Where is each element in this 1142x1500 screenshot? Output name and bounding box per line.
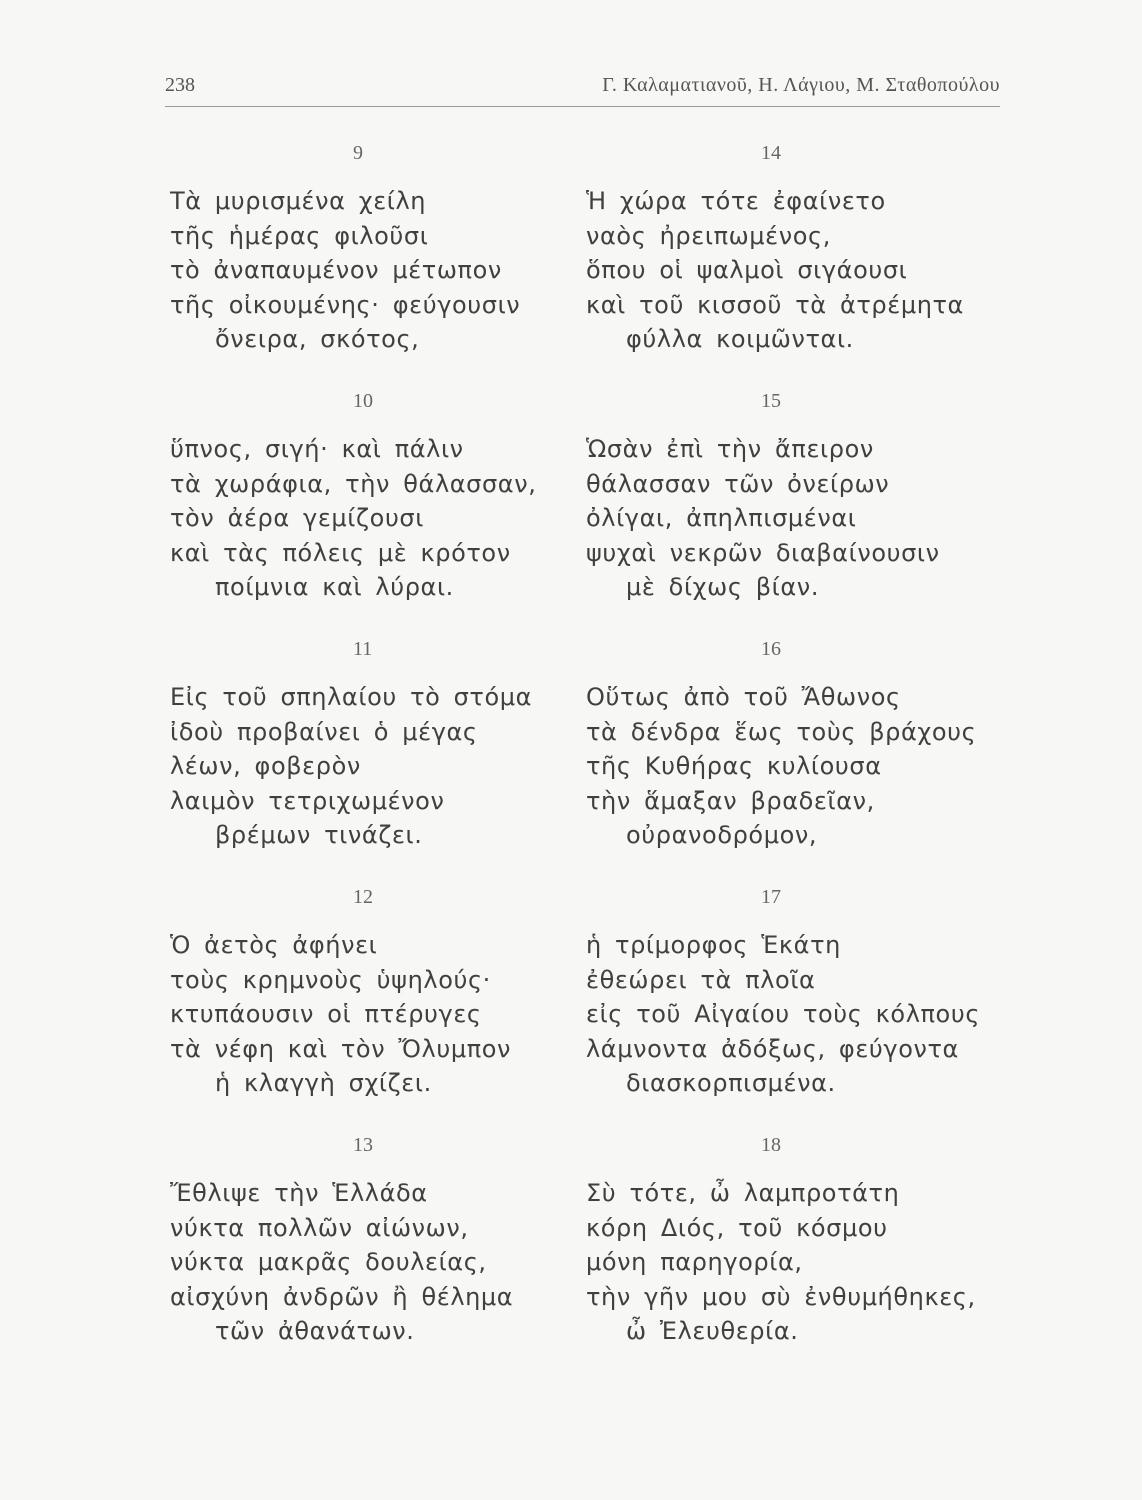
verse-line: Οὕτως ἀπὸ τοῦ Ἄθωνος xyxy=(586,683,901,711)
verse-line: ναὸς ἠρειπωμένος, xyxy=(586,221,831,250)
stanza-10 xyxy=(170,388,560,636)
verse-line: ποίμνια καὶ λύραι. xyxy=(215,573,454,601)
left-column xyxy=(170,140,560,1380)
verse-line: λαιμὸν τετριχωμένον xyxy=(170,786,445,815)
verse-line: λάμνοντα ἀδόξως, φεύγοντα xyxy=(586,1034,959,1063)
verse-line: ὅπου οἱ ψαλμοὶ σιγάουσι xyxy=(586,256,908,284)
stanza-number: 13 xyxy=(353,1134,373,1156)
header-rule xyxy=(165,106,1000,107)
verse-line: Ὡσὰν ἐπὶ τὴν ἄπειρον xyxy=(586,435,874,463)
verse-line: ἡ τρίμορφος Ἑκάτη xyxy=(586,931,841,959)
verse-line: Ἔθλιψε τὴν Ἑλλάδα xyxy=(170,1179,428,1207)
verse-line: φύλλα κοιμῶνται. xyxy=(626,325,854,353)
verse-line: Τὰ μυρισμένα χείλη xyxy=(170,187,427,215)
verse-line: κτυπάουσιν οἱ πτέρυγες xyxy=(170,1000,482,1028)
verse-line: καὶ τὰς πόλεις μὲ κρότον xyxy=(170,538,511,567)
stanza-number: 17 xyxy=(761,886,781,908)
verse-line: ἐθεώρει τὰ πλοῖα xyxy=(586,965,816,994)
verse-line: ὄνειρα, σκότος, xyxy=(215,325,420,353)
verse-line: αἰσχύνη ἀνδρῶν ἢ θέλημα xyxy=(170,1282,514,1311)
verse-line: Σὺ τότε, ὦ λαμπροτάτη xyxy=(586,1179,900,1207)
verse-line: κόρη Διός, τοῦ κόσμου xyxy=(586,1213,888,1242)
verse-line: Εἰς τοῦ σπηλαίου τὸ στόμα xyxy=(170,683,533,711)
verse-line: τὰ νέφη καὶ τὸν Ὄλυμπον xyxy=(170,1034,512,1063)
verse-line: καὶ τοῦ κισσοῦ τὰ ἀτρέμητα xyxy=(586,290,964,319)
stanza-18 xyxy=(586,1132,1006,1380)
stanza-number: 18 xyxy=(761,1134,781,1156)
verse-line: εἰς τοῦ Αἰγαίου τοὺς κόλπους xyxy=(586,1000,981,1028)
stanza-14 xyxy=(586,140,1006,388)
running-head: Γ. Καλαματιανοῦ, Η. Λάγιου, Μ. Σταθοπούλου xyxy=(602,74,1000,96)
verse-line: τὸν ἀέρα γεμίζουσι xyxy=(170,504,424,532)
verse-line: τὸ ἀναπαυμένον μέτωπον xyxy=(170,256,502,284)
verse-line: λέων, φοβερὸν xyxy=(170,752,361,780)
verse-line: τὴν γῆν μου σὺ ἐνθυμήθηκες, xyxy=(586,1282,976,1311)
stanza-number: 16 xyxy=(761,638,781,660)
stanza-12 xyxy=(170,884,560,1132)
verse-line: ὕπνος, σιγή· καὶ πάλιν xyxy=(170,435,464,463)
stanza-16 xyxy=(586,636,1006,884)
stanza-11 xyxy=(170,636,560,884)
stanza-9 xyxy=(170,140,560,388)
verse-line: τὰ δένδρα ἕως τοὺς βράχους xyxy=(586,717,977,746)
verse-line: μόνη παρηγορία, xyxy=(586,1248,803,1276)
stanza-number: 15 xyxy=(761,390,781,412)
verse-line: τῆς Κυθήρας κυλίουσα xyxy=(586,752,882,780)
page-header xyxy=(165,74,1000,102)
stanza-number: 14 xyxy=(761,142,781,164)
verse-line: νύκτα πολλῶν αἰώνων, xyxy=(170,1213,469,1242)
stanza-15 xyxy=(586,388,1006,636)
verse-line: νύκτα μακρᾶς δουλείας, xyxy=(170,1248,487,1276)
stanza-number: 10 xyxy=(353,390,373,412)
verse-line: Ὁ ἀετὸς ἀφήνει xyxy=(170,931,378,959)
stanza-number: 11 xyxy=(353,638,373,660)
stanza-number: 12 xyxy=(353,886,373,908)
verse-line: βρέμων τινάζει. xyxy=(215,821,423,849)
verse-line: διασκορπισμένα. xyxy=(626,1069,836,1097)
verse-line: τοὺς κρημνοὺς ὑψηλούς· xyxy=(170,965,491,994)
stanza-number: 9 xyxy=(353,142,363,164)
verse-line: Ἡ χώρα τότε ἐφαίνετο xyxy=(586,187,886,215)
page-number: 238 xyxy=(165,74,195,96)
verse-line: θάλασσαν τῶν ὀνείρων xyxy=(586,469,890,498)
stanza-17 xyxy=(586,884,1006,1132)
verse-line: τὴν ἅμαξαν βραδεῖαν, xyxy=(586,786,875,815)
right-column xyxy=(586,140,1006,1380)
verse-line: τῆς οἰκουμένης· φεύγουσιν xyxy=(170,290,521,319)
verse-line: τὰ χωράφια, τὴν θάλασσαν, xyxy=(170,469,537,498)
verse-line: οὐρανοδρόμον, xyxy=(626,821,818,849)
verse-line: τῆς ἡμέρας φιλοῦσι xyxy=(170,221,429,250)
verse-line: ἰδοὺ προβαίνει ὁ μέγας xyxy=(170,717,478,746)
verse-line: ὦ Ἐλευθερία. xyxy=(626,1317,799,1345)
verse-line: ψυχαὶ νεκρῶν διαβαίνουσιν xyxy=(586,538,940,567)
verse-line: ἡ κλαγγὴ σχίζει. xyxy=(215,1069,432,1097)
verse-line: τῶν ἀθανάτων. xyxy=(215,1317,415,1345)
verse-line: ὀλίγαι, ἀπηλπισμέναι xyxy=(586,504,857,532)
verse-line: μὲ δίχως βίαν. xyxy=(626,573,820,601)
stanza-13 xyxy=(170,1132,560,1380)
